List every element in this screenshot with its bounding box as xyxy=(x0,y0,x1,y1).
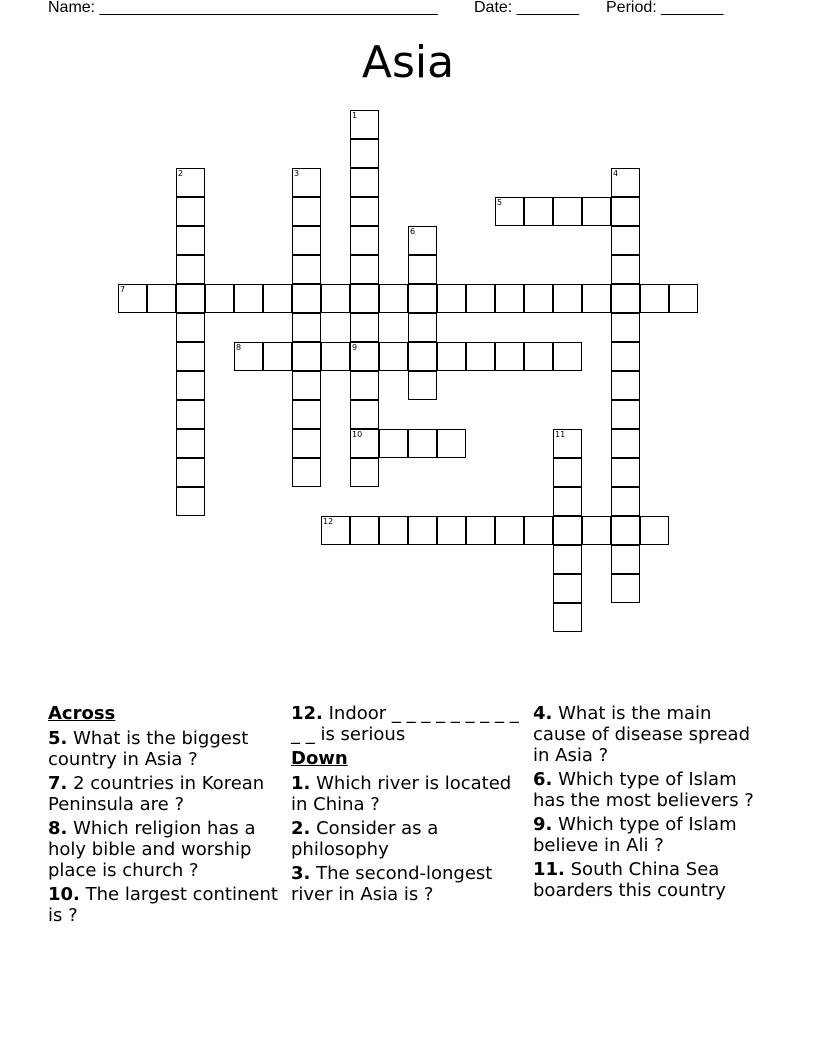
grid-cell[interactable] xyxy=(350,168,379,197)
cell-number: 1 xyxy=(352,111,358,120)
down-heading: Down xyxy=(291,748,348,769)
grid-cell[interactable] xyxy=(176,400,205,429)
grid-cell[interactable] xyxy=(292,313,321,342)
grid-cell[interactable] xyxy=(350,139,379,168)
grid-cell[interactable] xyxy=(640,516,669,545)
grid-cell[interactable] xyxy=(408,255,437,284)
clues-column-3 xyxy=(533,703,769,904)
grid-cell[interactable] xyxy=(176,429,205,458)
clue-down-3: 3. The second-longest river in Asia is ? xyxy=(291,863,493,905)
grid-cell[interactable] xyxy=(495,516,524,545)
grid-cell[interactable] xyxy=(553,284,582,313)
grid-cell[interactable] xyxy=(379,429,408,458)
clue-across-5: 5. What is the biggest country in Asia ? xyxy=(48,728,249,770)
grid-cell[interactable] xyxy=(669,284,698,313)
grid-cell[interactable] xyxy=(553,603,582,632)
grid-cell[interactable] xyxy=(350,197,379,226)
grid-cell[interactable] xyxy=(263,342,292,371)
grid-cell[interactable] xyxy=(437,429,466,458)
grid-cell[interactable] xyxy=(582,284,611,313)
grid-cell[interactable] xyxy=(611,255,640,284)
clue-down-11: 11. South China Sea boarders this country xyxy=(533,859,726,901)
grid-cell[interactable] xyxy=(553,516,582,545)
clue-down-9: 9. Which type of Islam believe in Ali ? xyxy=(533,814,737,856)
cell-number: 3 xyxy=(294,169,300,178)
cell-number: 12 xyxy=(323,517,334,526)
grid-cell[interactable] xyxy=(466,516,495,545)
clues-column-1 xyxy=(48,703,284,929)
grid-cell[interactable] xyxy=(176,487,205,516)
grid-cell[interactable] xyxy=(611,487,640,516)
grid-cell[interactable] xyxy=(292,284,321,313)
grid-cell[interactable] xyxy=(495,342,524,371)
grid-cell[interactable] xyxy=(408,284,437,313)
grid-cell[interactable] xyxy=(321,284,350,313)
name-field-label: Name: ______________________________________ xyxy=(48,0,438,16)
grid-cell[interactable] xyxy=(292,342,321,371)
grid-cell[interactable] xyxy=(640,284,669,313)
grid-cell[interactable] xyxy=(350,110,379,139)
grid-cell[interactable] xyxy=(379,516,408,545)
grid-cell[interactable] xyxy=(176,458,205,487)
cell-number: 9 xyxy=(352,343,358,352)
grid-cell[interactable] xyxy=(495,284,524,313)
grid-cell[interactable] xyxy=(611,284,640,313)
grid-cell[interactable] xyxy=(408,371,437,400)
period-field-label: Period: _______ xyxy=(606,0,724,16)
grid-cell[interactable] xyxy=(611,168,640,197)
grid-cell[interactable] xyxy=(176,342,205,371)
grid-cell[interactable] xyxy=(321,342,350,371)
grid-cell[interactable] xyxy=(379,342,408,371)
grid-cell[interactable] xyxy=(437,342,466,371)
grid-cell[interactable] xyxy=(176,313,205,342)
grid-cell[interactable] xyxy=(582,197,611,226)
cell-number: 7 xyxy=(120,285,126,294)
grid-cell[interactable] xyxy=(437,284,466,313)
grid-cell[interactable] xyxy=(553,429,582,458)
grid-cell[interactable] xyxy=(350,458,379,487)
grid-cell[interactable] xyxy=(205,284,234,313)
grid-cell[interactable] xyxy=(350,400,379,429)
grid-cell[interactable] xyxy=(176,168,205,197)
clue-down-1: 1. Which river is located in China ? xyxy=(291,773,512,815)
grid-cell[interactable] xyxy=(553,487,582,516)
grid-cell[interactable] xyxy=(408,226,437,255)
grid-cell[interactable] xyxy=(611,197,640,226)
grid-cell[interactable] xyxy=(350,516,379,545)
grid-cell[interactable] xyxy=(350,255,379,284)
grid-cell[interactable] xyxy=(176,197,205,226)
grid-cell[interactable] xyxy=(292,255,321,284)
across-heading: Across xyxy=(48,703,116,724)
grid-cell[interactable] xyxy=(582,516,611,545)
grid-cell[interactable] xyxy=(350,226,379,255)
grid-cell[interactable] xyxy=(379,284,408,313)
grid-cell[interactable] xyxy=(611,400,640,429)
grid-cell[interactable] xyxy=(292,429,321,458)
clue-across-12: 12. Indoor _ _ _ _ _ _ _ _ _ _ _ is serious xyxy=(291,703,519,745)
grid-cell[interactable] xyxy=(350,371,379,400)
grid-cell[interactable] xyxy=(292,371,321,400)
grid-cell[interactable] xyxy=(176,255,205,284)
cell-number: 10 xyxy=(352,430,363,439)
clue-down-4: 4. What is the main cause of disease spread in Asia ? xyxy=(533,703,751,766)
grid-cell[interactable] xyxy=(524,342,553,371)
clue-across-8: 8. Which religion has a holy bible and worship place is church ? xyxy=(48,818,256,881)
grid-cell[interactable] xyxy=(234,284,263,313)
grid-cell[interactable] xyxy=(553,197,582,226)
grid-cell[interactable] xyxy=(611,545,640,574)
grid-cell[interactable] xyxy=(292,226,321,255)
grid-cell[interactable] xyxy=(553,574,582,603)
cell-number: 8 xyxy=(236,343,242,352)
grid-cell[interactable] xyxy=(524,197,553,226)
clue-across-7: 7. 2 countries in Korean Peninsula are ? xyxy=(48,773,265,815)
grid-cell[interactable] xyxy=(292,400,321,429)
grid-cell[interactable] xyxy=(495,197,524,226)
grid-cell[interactable] xyxy=(263,284,292,313)
grid-cell[interactable] xyxy=(292,168,321,197)
grid-cell[interactable] xyxy=(408,342,437,371)
grid-cell[interactable] xyxy=(553,342,582,371)
grid-cell[interactable] xyxy=(350,342,379,371)
grid-cell[interactable] xyxy=(292,197,321,226)
clues-column-2 xyxy=(291,703,527,908)
grid-cell[interactable] xyxy=(176,226,205,255)
clue-across-10: 10. The largest continent is ? xyxy=(48,884,278,926)
grid-cell[interactable] xyxy=(350,284,379,313)
grid-cell[interactable] xyxy=(553,458,582,487)
grid-cell[interactable] xyxy=(611,342,640,371)
grid-cell[interactable] xyxy=(611,429,640,458)
cell-number: 4 xyxy=(613,169,619,178)
cell-number: 6 xyxy=(410,227,416,236)
grid-cell[interactable] xyxy=(408,516,437,545)
grid-cell[interactable] xyxy=(611,574,640,603)
grid-cell[interactable] xyxy=(611,516,640,545)
grid-cell[interactable] xyxy=(234,342,263,371)
grid-cell[interactable] xyxy=(553,545,582,574)
grid-cell[interactable] xyxy=(408,429,437,458)
grid-cell[interactable] xyxy=(321,516,350,545)
grid-cell[interactable] xyxy=(524,516,553,545)
grid-cell[interactable] xyxy=(611,458,640,487)
grid-cell[interactable] xyxy=(466,342,495,371)
grid-cell[interactable] xyxy=(292,458,321,487)
page-title: Asia xyxy=(361,37,455,88)
grid-cell[interactable] xyxy=(408,313,437,342)
grid-cell[interactable] xyxy=(466,284,495,313)
grid-cell[interactable] xyxy=(350,429,379,458)
grid-cell[interactable] xyxy=(611,226,640,255)
grid-cell[interactable] xyxy=(176,371,205,400)
grid-cell[interactable] xyxy=(350,313,379,342)
grid-cell[interactable] xyxy=(524,284,553,313)
grid-cell[interactable] xyxy=(611,313,640,342)
grid-cell[interactable] xyxy=(176,284,205,313)
date-field-label: Date: _______ xyxy=(474,0,579,16)
cell-number: 11 xyxy=(555,430,566,439)
grid-cell[interactable] xyxy=(437,516,466,545)
clue-down-6: 6. Which type of Islam has the most believers ? xyxy=(533,769,754,811)
clue-down-2: 2. Consider as a philosophy xyxy=(291,818,439,860)
grid-cell[interactable] xyxy=(611,371,640,400)
grid-cell[interactable] xyxy=(118,284,147,313)
cell-number: 2 xyxy=(178,169,184,178)
grid-cell[interactable] xyxy=(147,284,176,313)
cell-number: 5 xyxy=(497,198,503,207)
